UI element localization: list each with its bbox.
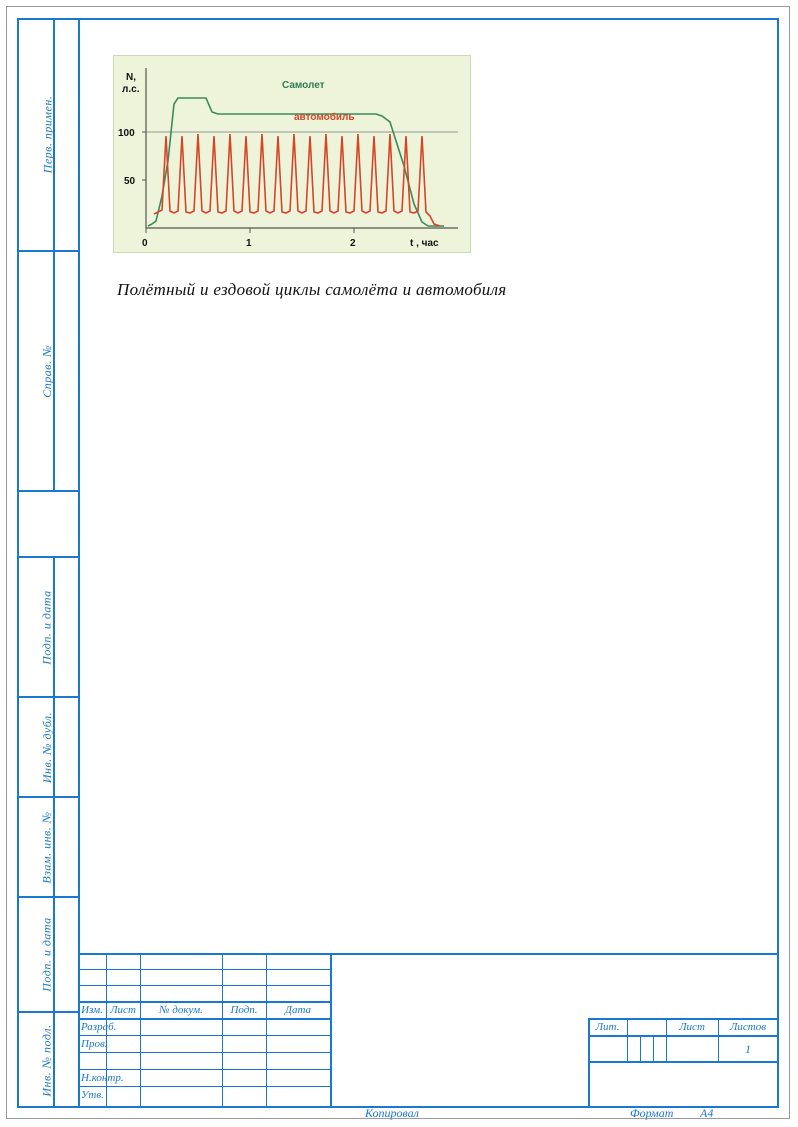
side-cell-vzam-inv: [17, 796, 78, 896]
stamp-line-bottom: [78, 1106, 779, 1108]
side-label-podp-data-1: Подп. и дата: [40, 589, 54, 665]
stamp-role-nkontr: Н.контр.: [81, 1072, 124, 1084]
stamp-role-utv: Утв.: [81, 1089, 104, 1101]
stamp-line-role4: [78, 1086, 331, 1087]
format-value: А4: [700, 1106, 714, 1120]
stamp-col-lit-3: [653, 1035, 654, 1061]
side-label-perv-primen: Перв. примен.: [40, 95, 55, 173]
stamp-col-dokum: [222, 953, 223, 1106]
x-axis-title: t , час: [410, 238, 439, 249]
y-tick-100: 100: [118, 128, 135, 139]
stamp-line-r1: [78, 969, 331, 970]
car-series-line: [154, 134, 440, 226]
cycle-chart-svg: [114, 56, 470, 252]
stamp-col-lit-1: [627, 1018, 628, 1061]
stamp-line-header-bottom: [78, 1018, 331, 1020]
stamp-line-r3: [78, 1001, 331, 1003]
stamp-header-izm: Изм.: [81, 1004, 103, 1016]
stamp-col-data: [330, 953, 332, 1106]
stamp-header-dokum: № докум.: [159, 1004, 203, 1016]
side-cell-inv-podl: [17, 1011, 78, 1108]
y-axis-title-line1: N,: [126, 72, 136, 83]
stamp-header-data: Дата: [284, 1004, 312, 1016]
title-block: [78, 953, 779, 1108]
stamp-header-listnum: Лист: [679, 1021, 705, 1033]
side-column: [17, 18, 78, 1108]
figure-caption: Полётный и ездовой циклы самолёта и автомобиля: [117, 280, 507, 299]
y-axis-title-line2: л.с.: [122, 84, 140, 95]
stamp-header-listov: Листов: [729, 1021, 767, 1033]
stamp-role-prov: Пров.: [81, 1038, 108, 1050]
stamp-line-role3: [78, 1069, 331, 1070]
side-label-sprav: Справ. №: [40, 344, 54, 398]
side-cell-inv-dubl: [17, 696, 78, 796]
stamp-line-lit-row2: [588, 1061, 778, 1063]
side-cell-podp-data-2: [17, 896, 78, 1011]
stamp-header-podp: Подп.: [230, 1004, 258, 1016]
legend-plane: Самолет: [282, 80, 325, 91]
stamp-header-list: Лист: [110, 1004, 136, 1016]
stamp-col-lit-2: [640, 1035, 641, 1061]
stamp-col-podp: [266, 953, 267, 1106]
stamp-line-lit-top: [588, 1018, 778, 1020]
side-cell-blank: [17, 490, 78, 556]
x-tick-0: 0: [142, 238, 148, 249]
side-label-inv-podl: Инв. № подл.: [40, 1024, 55, 1097]
y-tick-50: 50: [124, 176, 136, 187]
x-tick-1: 1: [246, 238, 252, 249]
side-cell-perv-primen: [17, 18, 78, 250]
figure-chart: [113, 55, 471, 253]
stamp-role-razrab: Разраб.: [81, 1021, 117, 1033]
stamp-line-role1: [78, 1035, 331, 1036]
format-label: Формат: [630, 1106, 674, 1120]
stamp-line-top: [78, 953, 779, 955]
side-label-inv-dubl: Инв. № дубл.: [40, 711, 55, 783]
side-label-podp-data-2: Подп. и дата: [40, 917, 54, 992]
legend-car: автомобиль: [294, 112, 355, 123]
stamp-value-sheets-count: 1: [745, 1042, 751, 1056]
stamp-col-list: [140, 953, 141, 1106]
stamp-line-lit-bottom: [588, 1035, 778, 1037]
stamp-line-r2: [78, 985, 331, 986]
copied-label: Копировал: [365, 1106, 419, 1120]
stamp-line-role2: [78, 1052, 331, 1053]
stamp-header-lit: Лит.: [595, 1021, 620, 1033]
side-cell-sprav: [17, 250, 78, 490]
side-label-vzam-inv: Взам. инв. №: [40, 810, 54, 884]
stamp-col-0: [78, 953, 80, 1106]
x-tick-2: 2: [350, 238, 356, 249]
side-cell-podp-data-1: [17, 556, 78, 696]
